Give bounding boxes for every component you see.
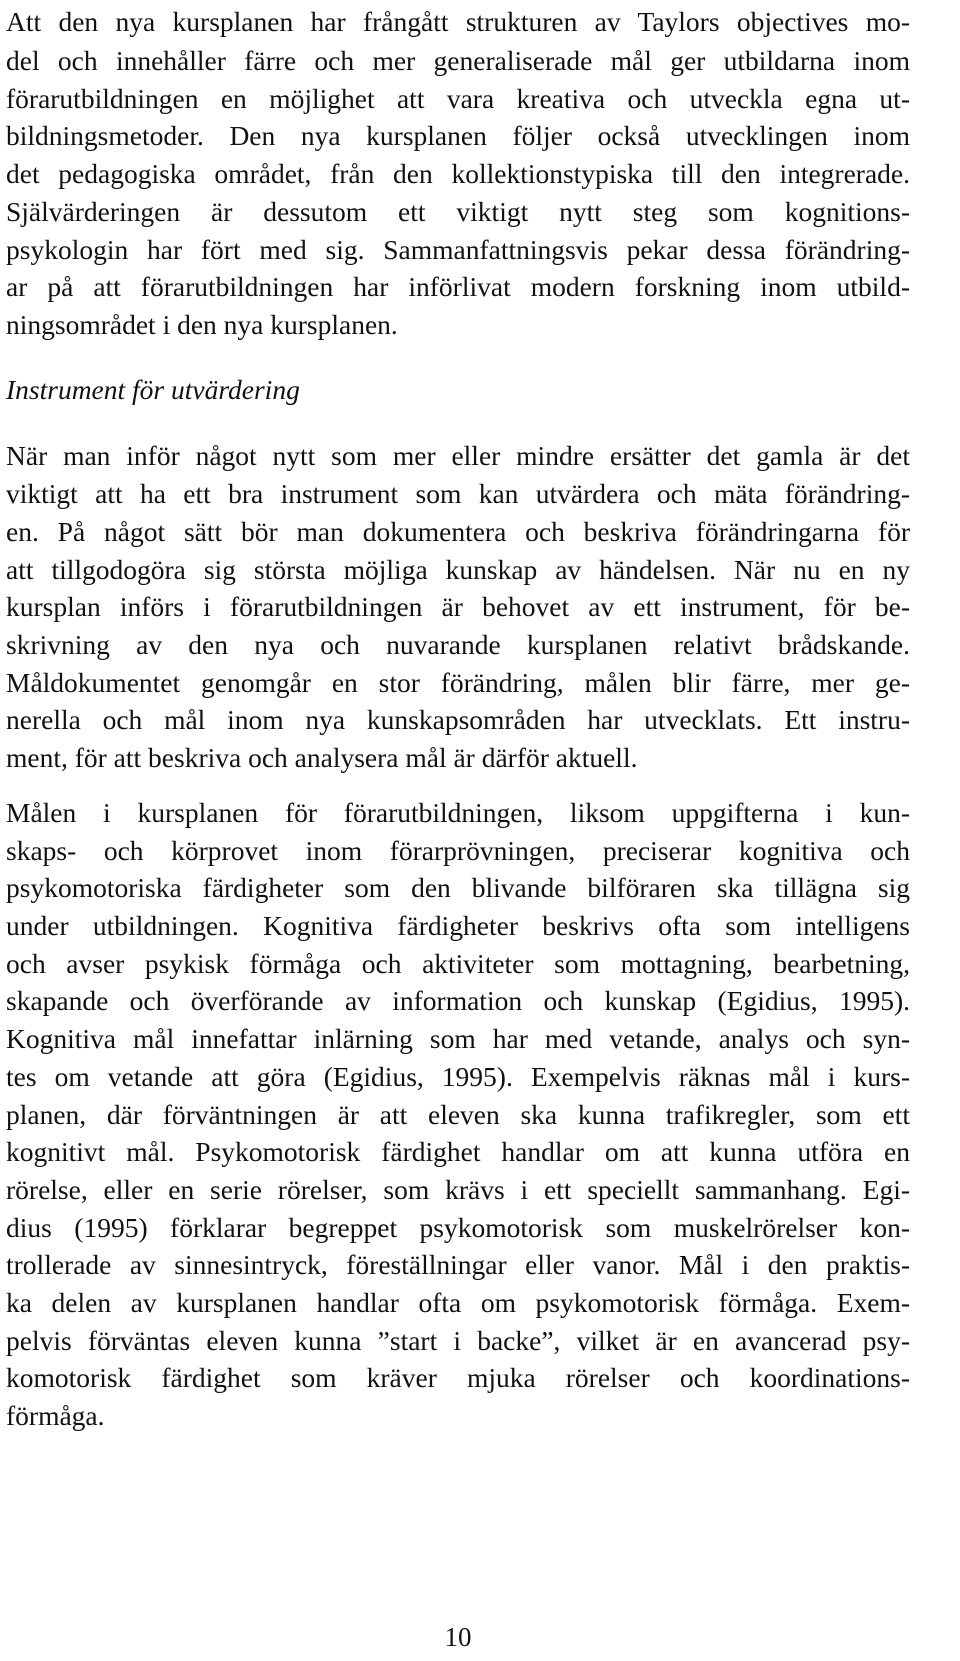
paragraph-3-line: trollerade av sinnesintryck, föreställningar eller vanor. Mål i den praktis- [6,1249,910,1280]
paragraph-1-line: det pedagogiska området, från den kollektionstypiska till den integrerade. [6,158,910,189]
paragraph-2-line: nerella och mål inom nya kunskapsområden har utvecklats. Ett instru- [6,704,910,735]
paragraph-2-line: skrivning av den nya och nuvarande kursplanen relativt brådskande. [6,629,910,660]
paragraph-2-line: När man inför något nytt som mer eller mindre ersätter det gamla är det [6,440,910,471]
paragraph-3-line: skapande och överförande av information och kunskap (Egidius, 1995). [6,985,910,1016]
paragraph-3-line: skaps- och körprovet inom förarprövningen, preciserar kognitiva och [6,835,910,866]
paragraph-3-line: komotorisk färdighet som kräver mjuka rörelser och koordinations- [6,1362,910,1393]
paragraph-3-line: Målen i kursplanen för förarutbildningen, liksom uppgifterna i kun- [6,797,910,828]
paragraph-3-line: planen, där förväntningen är att eleven ska kunna trafikregler, som ett [6,1099,910,1130]
paragraph-3-line: tes om vetande att göra (Egidius, 1995). Exempelvis räknas mål i kurs- [6,1061,910,1092]
page-number: 10 [444,1622,472,1652]
paragraph-3-line: förmåga. [6,1400,105,1431]
paragraph-3-line: dius (1995) förklarar begreppet psykomotorisk som muskelrörelser kon- [6,1212,910,1243]
paragraph-1-line: Självärderingen är dessutom ett viktigt nytt steg som kognitions- [6,196,910,227]
paragraph-1-line: förarutbildningen en möjlighet att vara kreativa och utveckla egna ut- [6,83,910,114]
paragraph-3-line: psykomotoriska färdigheter som den blivande bilföraren ska tillägna sig [6,872,910,903]
paragraph-3-line: ka delen av kursplanen handlar ofta om psykomotorisk förmåga. Exem- [6,1287,910,1318]
paragraph-3-line: och avser psykisk förmåga och aktiviteter som mottagning, bearbetning, [6,948,910,979]
paragraph-3-line: pelvis förväntas eleven kunna ”start i backe”, vilket är en avancerad psy- [6,1325,910,1356]
paragraph-3-line: kognitivt mål. Psykomotorisk färdighet handlar om att kunna utföra en [6,1136,910,1167]
paragraph-2-line: en. På något sätt bör man dokumentera och beskriva förändringarna för [6,516,910,547]
paragraph-3-line: rörelse, eller en serie rörelser, som krävs i ett speciellt sammanhang. Egi- [6,1174,910,1205]
paragraph-1-line: del och innehåller färre och mer generaliserade mål ger utbildarna inom [6,45,910,76]
paragraph-1-line: Att den nya kursplanen har frångått strukturen av Taylors objectives mo- [6,6,910,37]
paragraph-1-line: ar på att förarutbildningen har införlivat modern forskning inom utbild- [6,271,910,302]
paragraph-1-line: bildningsmetoder. Den nya kursplanen följer också utvecklingen inom [6,120,910,151]
section-heading: Instrument för utvärdering [6,374,300,405]
paragraph-2-line: viktigt att ha ett bra instrument som kan utvärdera och mäta förändring- [6,478,910,509]
paragraph-2-line: ment, för att beskriva och analysera mål är därför aktuell. [6,742,638,773]
paragraph-1-line: ningsområdet i den nya kursplanen. [6,309,398,340]
paragraph-2-line: Måldokumentet genomgår en stor förändring, målen blir färre, mer ge- [6,667,910,698]
paragraph-3-line: under utbildningen. Kognitiva färdigheter beskrivs ofta som intelligens [6,910,910,941]
paragraph-2-line: kursplan införs i förarutbildningen är behovet av ett instrument, för be- [6,591,910,622]
paragraph-3-line: Kognitiva mål innefattar inlärning som har med vetande, analys och syn- [6,1023,910,1054]
paragraph-2-line: att tillgodogöra sig största möjliga kunskap av händelsen. När nu en ny [6,554,910,585]
paragraph-1-line: psykologin har fört med sig. Sammanfattningsvis pekar dessa förändring- [6,234,910,265]
